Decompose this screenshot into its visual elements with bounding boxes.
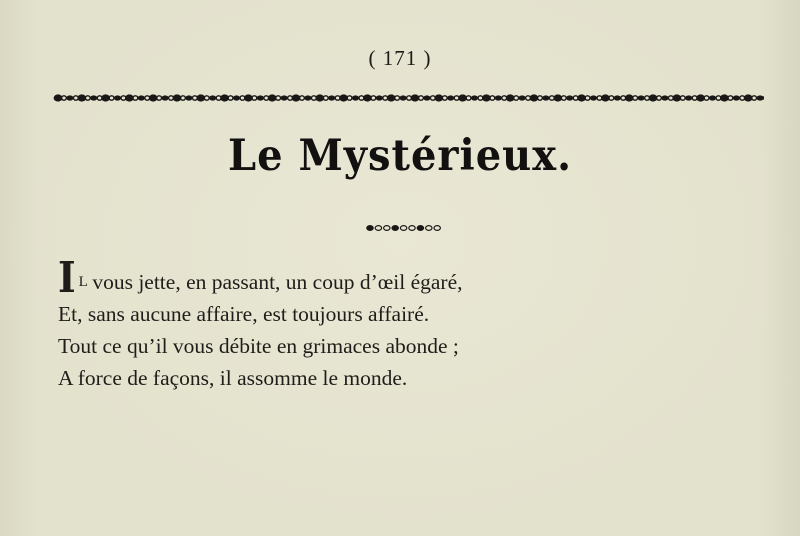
ornament-bead bbox=[185, 95, 192, 100]
ornament-link bbox=[426, 226, 432, 231]
ornament-bead bbox=[209, 95, 216, 100]
ornament-bead bbox=[90, 95, 97, 100]
ornament-bead bbox=[542, 95, 549, 100]
poem-line-4: A force de façons, il assomme le monde. bbox=[58, 366, 408, 390]
ornament-link bbox=[392, 226, 398, 231]
drop-cap: I bbox=[58, 253, 76, 302]
poem-line-2: Et, sans aucune affaire, est toujours affairé. bbox=[58, 302, 430, 326]
ornament-bead bbox=[638, 95, 645, 100]
ornament-bead bbox=[400, 95, 407, 100]
ornament-bead bbox=[376, 95, 383, 100]
ornament-bead bbox=[162, 95, 169, 100]
ornament-bead bbox=[661, 95, 668, 100]
ornament-bead bbox=[685, 95, 692, 100]
ornament-bead bbox=[138, 95, 145, 100]
ornament-bead bbox=[352, 95, 359, 100]
page-number: ( 171 ) bbox=[368, 46, 432, 70]
ornament-rule bbox=[52, 92, 764, 104]
ornament-bead bbox=[328, 95, 335, 100]
poem-line-3: Tout ce qu’il vous débite en grimaces abonde ; bbox=[58, 334, 459, 358]
ornament-bead bbox=[423, 95, 430, 100]
ornament-link bbox=[409, 226, 415, 231]
ornament-bead bbox=[709, 95, 716, 100]
poem-line-1-text: vous jette, en passant, un coup d’œil égaré, bbox=[92, 270, 463, 294]
ornament-bead bbox=[519, 95, 526, 100]
ornament-bead bbox=[471, 95, 478, 100]
ornament-link bbox=[400, 226, 406, 231]
ornament-bead bbox=[495, 95, 502, 100]
ornament-bead bbox=[757, 95, 764, 100]
ornament-bead bbox=[281, 95, 288, 100]
small-caps-letter: L bbox=[78, 274, 89, 290]
ornament-link bbox=[417, 226, 423, 231]
ornament-bead bbox=[733, 95, 740, 100]
ornament-link bbox=[434, 226, 440, 231]
ornament-bead bbox=[114, 95, 121, 100]
ornament-bead bbox=[590, 95, 597, 100]
poem-line-1 bbox=[58, 253, 698, 302]
poem-title: Le Mystérieux. bbox=[227, 130, 573, 181]
ornament-bead bbox=[233, 95, 240, 100]
ornament-bead bbox=[66, 95, 73, 100]
small-ornament bbox=[366, 223, 446, 233]
ornament-bead bbox=[257, 95, 264, 100]
ornament-bead bbox=[614, 95, 621, 100]
ornament-link bbox=[384, 226, 390, 231]
poem-text bbox=[58, 253, 698, 394]
ornament-link bbox=[367, 226, 373, 231]
ornament-bead bbox=[566, 95, 573, 100]
ornament-link bbox=[375, 226, 381, 231]
ornament-bead bbox=[447, 95, 454, 100]
ornament-bead bbox=[304, 95, 311, 100]
